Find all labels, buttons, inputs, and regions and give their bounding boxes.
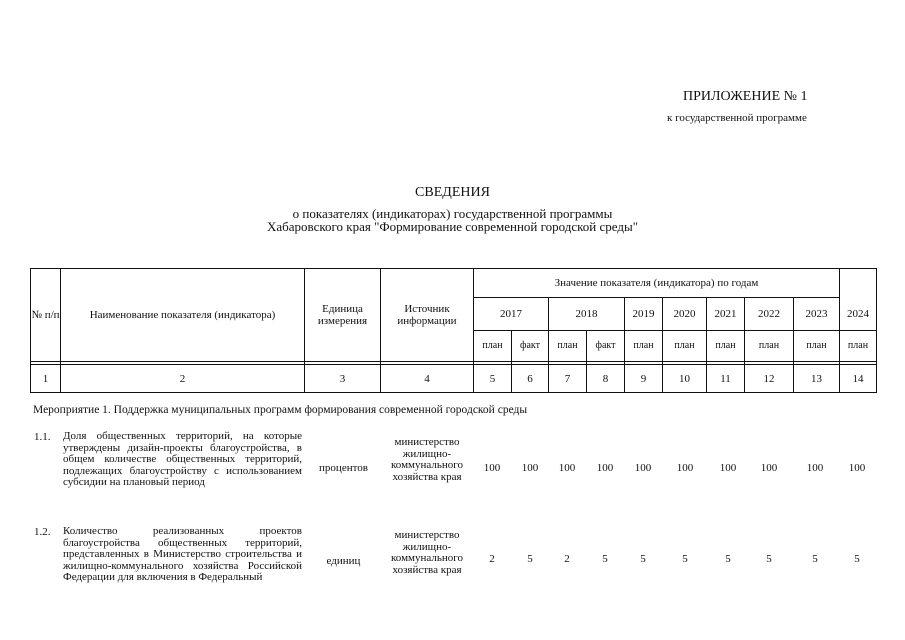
column-number: 6 bbox=[527, 372, 533, 385]
header-subcol: план bbox=[847, 340, 869, 351]
row-value: 100 bbox=[634, 462, 652, 474]
column-number: 9 bbox=[640, 372, 647, 385]
document-subheading-line1: о показателях (индикаторах) государственной программы bbox=[292, 206, 613, 221]
appendix-subtitle: к государственной программе bbox=[667, 112, 807, 124]
document-subheading-line2: Хабаровского края "Формирование современной городской среды" bbox=[266, 219, 639, 234]
header-subcol: план bbox=[557, 340, 578, 351]
row-value: 100 bbox=[760, 462, 778, 474]
document-heading: СВЕДЕНИЯ bbox=[415, 185, 490, 200]
header-year: 2020 bbox=[673, 308, 696, 320]
table-border-right bbox=[876, 268, 877, 393]
row-value: 100 bbox=[848, 462, 866, 474]
section-title: Мероприятие 1. Поддержка муниципальных программ формирования современной городской среды bbox=[33, 404, 528, 416]
row-source: министерство жилищно-коммунального хозяйства края bbox=[391, 436, 463, 483]
header-year: 2021 bbox=[714, 308, 737, 320]
header-table bbox=[30, 268, 877, 393]
appendix-title: ПРИЛОЖЕНИЕ № 1 bbox=[683, 89, 808, 104]
column-number: 4 bbox=[424, 372, 430, 385]
row-value: 100 bbox=[676, 462, 694, 474]
header-year: 2018 bbox=[575, 308, 598, 320]
row-value: 100 bbox=[521, 462, 539, 474]
row-value: 5 bbox=[640, 553, 646, 565]
row-value: 100 bbox=[596, 462, 614, 474]
header-subcol: факт bbox=[519, 340, 540, 351]
column-number: 11 bbox=[720, 372, 731, 385]
row-value: 5 bbox=[682, 553, 688, 565]
column-number: 13 bbox=[811, 372, 822, 385]
header-subcol: факт bbox=[595, 340, 616, 351]
column-number: 8 bbox=[602, 372, 609, 385]
row-value: 5 bbox=[602, 553, 608, 565]
row-unit: процентов bbox=[319, 462, 368, 474]
header-subcol: план bbox=[806, 340, 827, 351]
header-name: Наименование показателя (индикатора) bbox=[89, 309, 276, 321]
header-num: № п/п bbox=[31, 309, 60, 321]
row-value: 5 bbox=[766, 553, 772, 565]
row-indicator-name: Доля общественных территорий, на которые утверждены дизайн-проекты благоустройства, в общем количестве общественных территорий, подлежащих благоустройству с использованием субсидии на плановый период bbox=[63, 430, 302, 488]
header-subcol: план bbox=[674, 340, 695, 351]
table-border-bottom bbox=[30, 392, 877, 393]
row-value: 100 bbox=[558, 462, 576, 474]
row-value: 5 bbox=[725, 553, 731, 565]
header-subcol: план bbox=[482, 340, 503, 351]
column-number: 14 bbox=[852, 372, 864, 385]
header-year: 2024 bbox=[847, 308, 869, 320]
header-year: 2017 bbox=[500, 308, 522, 320]
row-value: 2 bbox=[489, 553, 495, 565]
row-value: 100 bbox=[483, 462, 501, 474]
row-unit: единиц bbox=[326, 555, 361, 567]
column-number: 10 bbox=[679, 372, 690, 385]
column-number: 1 bbox=[42, 372, 49, 385]
row-value: 5 bbox=[527, 553, 533, 565]
row-value: 100 bbox=[806, 462, 824, 474]
header-values-group: Значение показателя (индикатора) по годам bbox=[554, 277, 759, 289]
row-value: 5 bbox=[812, 553, 818, 565]
header-subcol: план bbox=[715, 340, 736, 351]
row-value: 2 bbox=[564, 553, 570, 565]
column-number: 7 bbox=[564, 372, 571, 385]
column-number: 3 bbox=[339, 372, 346, 385]
header-year: 2022 bbox=[758, 308, 780, 320]
row-number: 1.1. bbox=[34, 431, 51, 443]
row-value: 5 bbox=[854, 553, 860, 565]
header-subcol: план bbox=[633, 340, 654, 351]
header-year: 2019 bbox=[632, 308, 655, 320]
table-rule-header-bottom bbox=[30, 361, 877, 362]
header-subcol: план bbox=[758, 340, 780, 351]
column-number: 12 bbox=[763, 372, 775, 385]
row-number: 1.2. bbox=[34, 526, 51, 538]
header-source: Источник информации bbox=[397, 303, 457, 327]
column-number: 2 bbox=[179, 372, 186, 385]
row-indicator-name: Количество реализованных проектов благоустройства общественных территорий, представленных в Министерство строительства и жилищно-коммунального хозяйства Российской Федерации для включения в Федеральный bbox=[63, 525, 302, 583]
row-source: министерство жилищно-коммунального хозяйства края bbox=[391, 529, 463, 576]
header-year: 2023 bbox=[805, 308, 828, 320]
row-value: 100 bbox=[719, 462, 737, 474]
column-number: 5 bbox=[489, 372, 496, 385]
header-unit: Единица измерения bbox=[317, 303, 368, 327]
